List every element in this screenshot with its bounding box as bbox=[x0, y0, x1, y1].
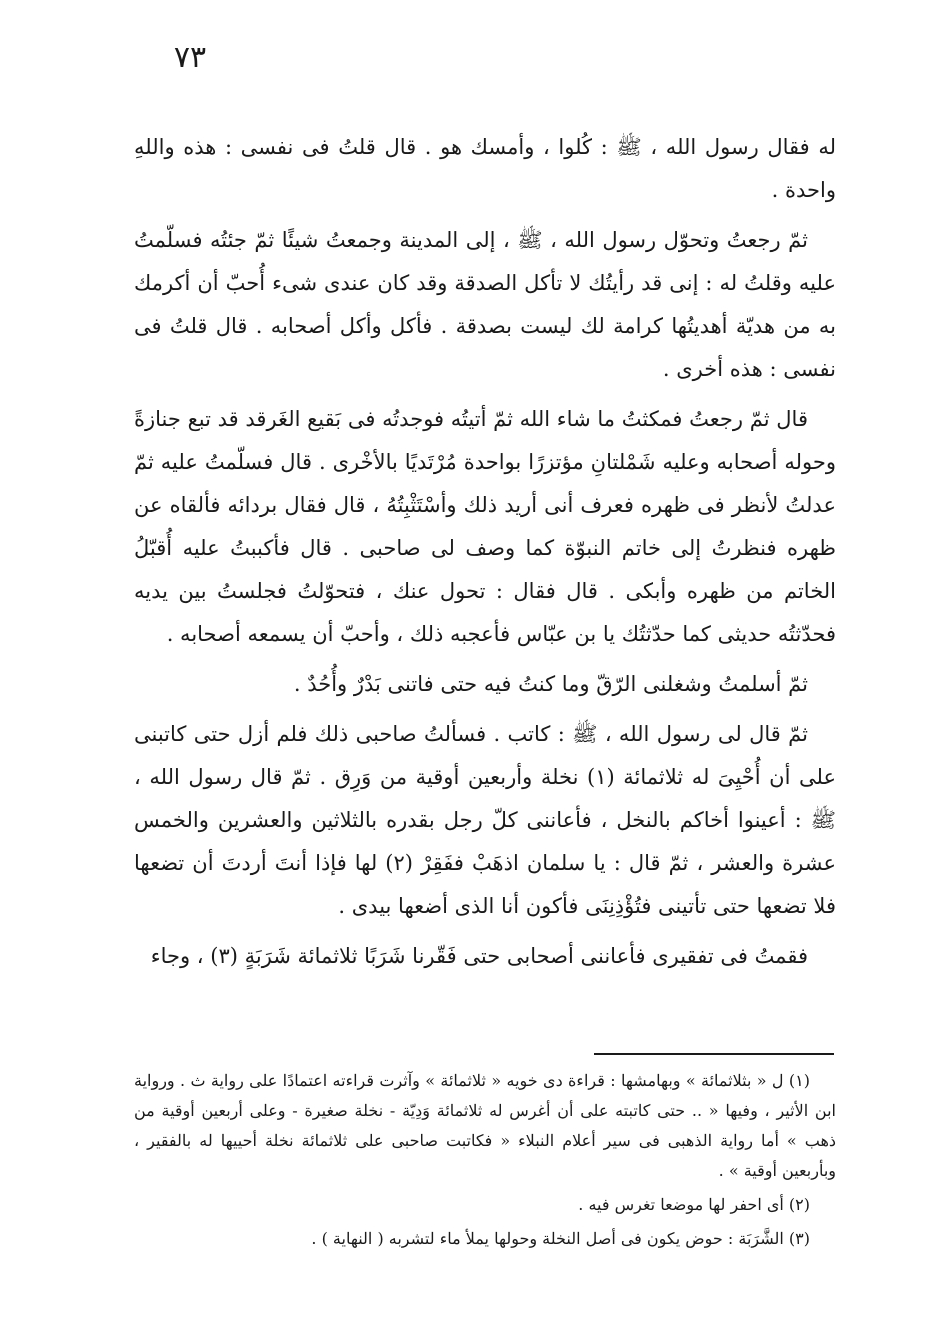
footnote-separator bbox=[594, 1053, 834, 1055]
page-number: ٧٣ bbox=[173, 40, 207, 75]
paragraph: قال ثمّ رجعتُ فمكثتُ ما شاء الله ثمّ أتيتُه فوجدتُه فى بَقيع الغَرقد قد تبع جنازةً وحوله أصحابه وعليه شَمْلتانِ مؤتزرًا بواحدة مُرْتَديًا بالأخْرى . قال فسلّمتُ عليه ثمّ عدلتُ لأنظر فى ظهره فعرف أنى أريد ذلك وأسْتَثْبِتُهُ ، قال فقال بردائه فألقاه عن ظهره فنظرتُ إلى خاتم النبوّة كما وصف لى صاحبى . قال فأكببتُ عليه أُقبّلُ الخاتم من ظهره وأبكى . قال فقال : تحول عنك ، فتحوّلتُ فجلستُ بين يديه فحدّثتُه حديثى كما حدّثتُك يا بن عبّاس فأعجبه ذلك ، وأحبّ أن يسمعه أصحابه . bbox=[134, 407, 836, 646]
footnotes bbox=[134, 1066, 836, 1258]
paragraph: ثمّ أسلمتُ وشغلنى الرّقّ وما كنتُ فيه حتى فاتنى بَدْرٌ وأُحُدٌ . bbox=[293, 672, 808, 696]
paragraph: فقمتُ فى تفقيرى فأعاننى أصحابى حتى فَقّرنا شَرَبًا ثلاثمائة شَرَبَةٍ (٣) ، وجاء bbox=[150, 944, 808, 968]
footnote: (٢) أى احفر لها موضعا تغرس فيه . bbox=[578, 1195, 810, 1214]
paragraph: له فقال رسول الله ، ﷺ : كُلوا ، وأمسك هو . قال قلتُ فى نفسى : هذه واللهِ واحدة . bbox=[134, 135, 836, 202]
footnote: (١) ل « بثلاثمائة » وبهامشها : قراءة دى خويه « ثلاثمائة » وآثرت قراءته اعتمادًا على رواية ث . ورواية ابن الأثير ، وفيها « .. حتى كاتبته على أن أغرس له ثلاثمائة وَدِيّة - نخلة صغيرة - وعلى أربعين أوقية من ذهب » أما رواية الذهبى فى سير أعلام النبلاء « فكاتبت صاحبى على ثلاثمائة نخلة أحييها له بالفقير ، وبأربعين أوقية » . bbox=[134, 1071, 837, 1180]
main-text bbox=[134, 126, 836, 985]
paragraph: ثمّ رجعتُ وتحوّل رسول الله ، ﷺ ، إلى المدينة وجمعتُ شيئًا ثمّ جئتُه فسلّمتُ عليه وقلتُ له : إنى قد رأيتُك لا تأكل الصدقة وقد كان عندى شىء أُحبّ أن أكرمك به من هديّة أهديتُها كرامة لك ليست بصدقة . فأكل وأكل أصحابه . قال قلتُ فى نفسى : هذه أخرى . bbox=[134, 228, 836, 381]
paragraph: ثمّ قال لى رسول الله ، ﷺ : كاتب . فسألتُ صاحبى ذلك فلم أزل حتى كاتبنى على أن أُحْيِىَ له ثلاثمائة (١) نخلة وأربعين أوقية من وَرِق . ثمّ قال رسول الله ، ﷺ : أعينوا أخاكم بالنخل ، فأعاننى كلّ رجل بقدره بالثلاثين والعشرين والخمس عشرة والعشر ، ثمّ قال : يا سلمان اذهَبْ ففَقِرْ (٢) لها فإذا أنتَ أردتَ أن تضعها فلا تضعها حتى تأتينى فتُؤْذِنِنَى فأكون أنا الذى أضعها بيدى . bbox=[134, 722, 836, 918]
footnote: (٣) الشَّرَبَة : حوض يكون فى أصل النخلة وحولها يملأ ماء لتشربه ( النهاية ) . bbox=[311, 1229, 810, 1248]
